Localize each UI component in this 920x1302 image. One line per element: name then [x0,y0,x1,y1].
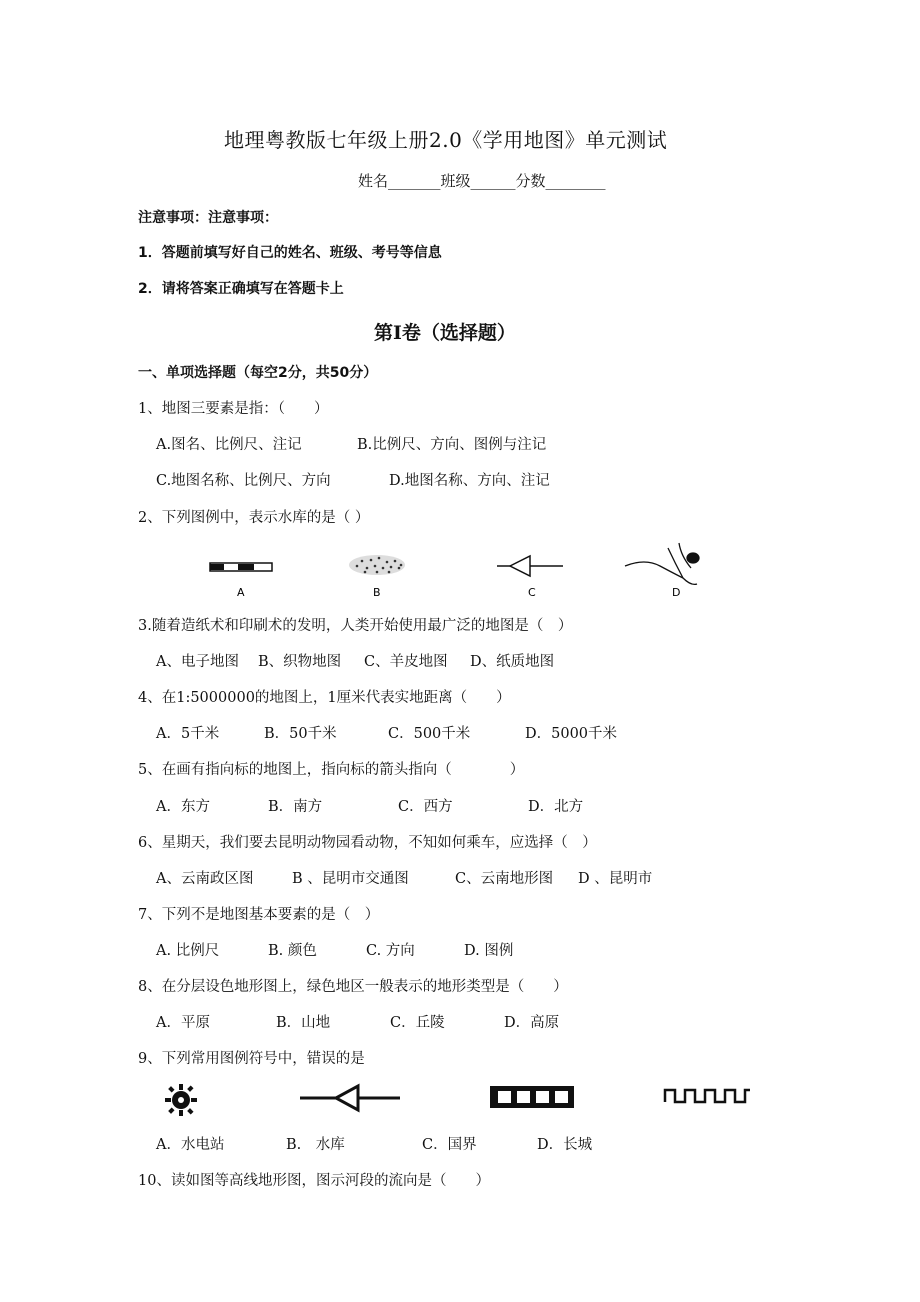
q6-option-a: A、云南政区图 [156,871,254,887]
sand-area-legend-icon [349,555,405,575]
q9-option-c: C．国界 [422,1137,477,1153]
q6-option-c: C、云南地形图 [455,871,554,887]
question-7: 7、下列不是地图基本要素的是（ ） [138,907,380,923]
question-1: 1、地图三要素是指：（ ） [138,401,329,417]
legend-label-b: B [373,586,381,599]
question-4: 4、在1:5000000的地图上，1厘米代表实地距离（ ） [138,690,511,706]
legend-label-c: C [528,586,536,599]
q9-option-d: D．长城 [537,1137,593,1153]
q5-option-d: D．北方 [528,799,584,815]
question-3: 3.随着造纸术和印刷术的发明，人类开始使用最广泛的地图是（ ） [138,618,573,634]
national-border-icon [490,1086,574,1108]
question-9: 9、下列常用图例符号中，错误的是 [138,1051,365,1067]
q9-option-a: A．水电站 [156,1137,225,1153]
q8-option-c: C．丘陵 [390,1015,445,1031]
q6-option-b: B 、昆明市交通图 [292,871,409,887]
q4-option-d: D．5000千米 [525,726,618,742]
legend-symbols-figure [205,538,725,602]
q1-option-c: C.地图名称、比例尺、方向 [156,473,331,489]
reservoir-legend-icon [497,556,563,576]
q7-option-a: A. 比例尺 [156,943,220,959]
q3-option-d: D、纸质地图 [470,654,555,670]
q5-option-c: C．西方 [398,799,453,815]
question-6: 6、星期天，我们要去昆明动物园看动物，不知如何乘车，应选择（ ） [138,835,597,851]
q7-option-d: D. 图例 [464,943,514,959]
section-title: 第I卷（选择题） [374,322,516,344]
q3-option-b: B、织物地图 [258,654,342,670]
map-symbols-figure [160,1078,760,1122]
q8-option-b: B．山地 [276,1015,331,1031]
student-info-fields: 姓名_______班级______分数________ [358,172,606,190]
q8-option-a: A．平原 [156,1015,210,1031]
q1-option-d: D.地图名称、方向、注记 [389,473,550,489]
document-title: 地理粤教版七年级上册2.0《学用地图》单元测试 [224,128,668,152]
q5-option-a: A．东方 [156,799,210,815]
q1-option-a: A.图名、比例尺、注记 [156,437,302,453]
question-8: 8、在分层设色地形图上，绿色地区一般表示的地形类型是（ ） [138,979,568,995]
legend-label-a: A [237,586,245,599]
q4-option-c: C．500千米 [388,726,471,742]
q4-option-b: B．50千米 [264,726,337,742]
q7-option-b: B. 颜色 [268,943,317,959]
q3-option-c: C、羊皮地图 [364,654,448,670]
notes-heading: 注意事项：注意事项： [138,210,278,226]
q9-option-b: B. 水库 [286,1137,345,1153]
question-10: 10、读如图等高线地形图，图示河段的流向是（ ） [138,1173,490,1189]
hydropower-station-icon [165,1084,197,1116]
question-5: 5、在画有指向标的地图上，指向标的箭头指向（ ） [138,762,525,778]
q8-option-d: D．高原 [504,1015,560,1031]
note-item-1: 1．答题前填写好自己的姓名、班级、考号等信息 [138,245,442,261]
q6-option-d: D 、昆明市 [578,871,653,887]
q1-option-b: B.比例尺、方向、图例与注记 [357,437,547,453]
part-heading: 一、单项选择题（每空2分，共50分） [138,365,378,381]
q4-option-a: A．5千米 [156,726,220,742]
question-2: 2、下列图例中，表示水库的是（ ） [138,510,370,526]
q7-option-c: C. 方向 [366,943,415,959]
river-lake-legend-icon [625,543,699,584]
legend-label-d: D [672,586,681,599]
note-item-2: 2．请将答案正确填写在答题卡上 [138,281,344,297]
reservoir-symbol-icon [300,1086,400,1110]
q5-option-b: B．南方 [268,799,323,815]
great-wall-icon [665,1090,750,1102]
railway-legend-icon [210,563,272,571]
q3-option-a: A、电子地图 [156,654,239,670]
